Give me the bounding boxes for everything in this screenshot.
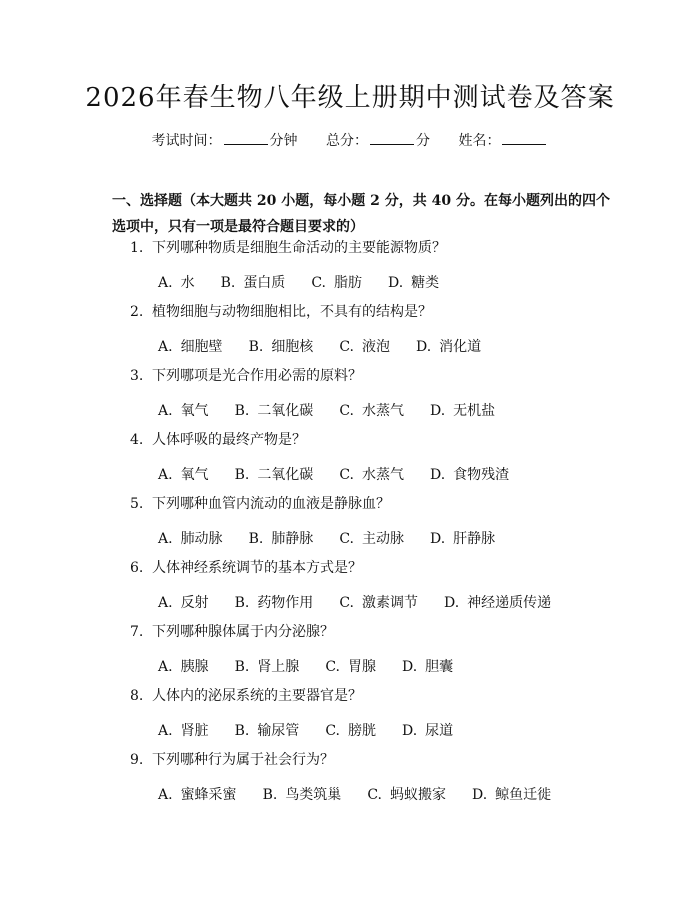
answer-option xyxy=(235,657,300,677)
question-item xyxy=(0,302,700,366)
question-number: 2. xyxy=(130,304,144,320)
question-text: 人体内的泌尿系统的主要器官是？ xyxy=(152,688,362,704)
question-number: 3. xyxy=(130,368,144,384)
option-letter: A. xyxy=(158,723,173,739)
option-text: 肺动脉 xyxy=(180,531,223,547)
question-text: 人体呼吸的最终产物是？ xyxy=(152,432,306,448)
option-letter: B. xyxy=(234,723,250,739)
question-text: 下列哪项是光合作用必需的原料？ xyxy=(152,368,362,384)
option-letter: B. xyxy=(234,595,250,611)
option-text: 尿道 xyxy=(425,723,454,739)
option-letter: D. xyxy=(401,659,418,675)
option-letter: A. xyxy=(158,467,173,483)
option-letter: C. xyxy=(339,403,354,419)
answer-option xyxy=(235,401,314,421)
option-letter: D. xyxy=(429,531,446,547)
total-score-field xyxy=(326,130,430,151)
option-letter: A. xyxy=(158,787,173,803)
answer-option xyxy=(430,529,495,549)
option-letter: A. xyxy=(158,595,173,611)
question-item xyxy=(0,366,700,430)
option-letter: A. xyxy=(158,339,173,355)
option-row xyxy=(158,273,465,293)
option-letter: A. xyxy=(158,403,173,419)
option-letter: B. xyxy=(220,275,236,291)
option-text: 氧气 xyxy=(180,403,209,419)
option-text: 水蒸气 xyxy=(361,403,404,419)
option-letter: D. xyxy=(415,339,432,355)
question-number: 6. xyxy=(130,560,144,576)
answer-option xyxy=(158,273,195,293)
question-number: 5. xyxy=(130,496,144,512)
option-text: 食物残渣 xyxy=(453,467,510,483)
question-stem xyxy=(130,558,362,578)
option-text: 脂肪 xyxy=(333,275,362,291)
answer-option xyxy=(158,337,223,357)
question-stem xyxy=(130,494,390,514)
option-text: 氧气 xyxy=(180,467,209,483)
answer-option xyxy=(235,721,300,741)
total-score-unit: 分 xyxy=(416,133,430,149)
answer-option xyxy=(339,465,404,485)
option-letter: A. xyxy=(158,659,173,675)
answer-option xyxy=(325,657,376,677)
question-list xyxy=(0,238,700,814)
answer-option xyxy=(235,593,314,613)
option-text: 蜜蜂采蜜 xyxy=(180,787,237,803)
question-stem xyxy=(130,366,362,386)
option-text: 细胞壁 xyxy=(180,339,223,355)
question-number: 9. xyxy=(130,752,144,768)
question-number: 4. xyxy=(130,432,144,448)
option-text: 糖类 xyxy=(411,275,440,291)
question-item xyxy=(0,238,700,302)
question-text: 下列哪种行为属于社会行为？ xyxy=(152,752,334,768)
option-text: 肾脏 xyxy=(180,723,209,739)
answer-option xyxy=(158,529,223,549)
option-letter: C. xyxy=(339,531,354,547)
total-score-blank xyxy=(370,130,414,145)
option-letter: D. xyxy=(443,595,460,611)
option-row xyxy=(158,721,479,741)
option-letter: C. xyxy=(325,659,340,675)
answer-option xyxy=(158,401,209,421)
name-field xyxy=(458,130,548,151)
question-item xyxy=(0,558,700,622)
option-text: 细胞核 xyxy=(271,339,314,355)
option-text: 肾上腺 xyxy=(257,659,300,675)
question-text: 下列哪种物质是细胞生命活动的主要能源物质？ xyxy=(152,240,446,256)
page-title: 2026年春生物八年级上册期中测试卷及答案 xyxy=(85,83,615,113)
option-letter: B. xyxy=(248,339,264,355)
answer-option xyxy=(325,721,376,741)
question-item xyxy=(0,622,700,686)
option-text: 膀胱 xyxy=(347,723,376,739)
answer-option xyxy=(158,657,209,677)
answer-option xyxy=(235,465,314,485)
answer-option xyxy=(158,785,237,805)
option-letter: C. xyxy=(367,787,382,803)
exam-time-label: 考试时间： xyxy=(151,133,222,149)
option-letter: D. xyxy=(429,467,446,483)
option-text: 蛋白质 xyxy=(243,275,286,291)
option-text: 药物作用 xyxy=(257,595,314,611)
section-heading: 一、选择题（本大题共 20 小题，每小题 2 分，共 40 分。在每小题列出的四个选项中，只有一项是最符合题目要求的） xyxy=(112,193,610,235)
answer-option xyxy=(430,401,495,421)
option-letter: D. xyxy=(471,787,488,803)
answer-option xyxy=(339,593,418,613)
option-letter: B. xyxy=(234,403,250,419)
option-text: 反射 xyxy=(180,595,209,611)
option-text: 肝静脉 xyxy=(453,531,496,547)
option-text: 液泡 xyxy=(361,339,390,355)
option-text: 二氧化碳 xyxy=(257,403,314,419)
option-text: 输尿管 xyxy=(257,723,300,739)
option-letter: D. xyxy=(387,275,404,291)
option-letter: C. xyxy=(339,467,354,483)
answer-option xyxy=(249,529,314,549)
option-text: 无机盐 xyxy=(453,403,496,419)
option-row xyxy=(158,337,507,357)
option-text: 肺静脉 xyxy=(271,531,314,547)
total-score-label: 总分： xyxy=(326,133,368,149)
option-letter: B. xyxy=(234,659,250,675)
option-text: 蚂蚁搬家 xyxy=(389,787,446,803)
question-stem xyxy=(130,750,334,770)
option-text: 激素调节 xyxy=(361,595,418,611)
option-letter: C. xyxy=(325,723,340,739)
question-stem xyxy=(130,238,446,258)
question-stem xyxy=(130,622,334,642)
answer-option xyxy=(158,593,209,613)
answer-option xyxy=(416,337,481,357)
answer-option xyxy=(249,337,314,357)
question-item xyxy=(0,686,700,750)
option-letter: C. xyxy=(311,275,326,291)
answer-option xyxy=(339,337,390,357)
question-number: 7. xyxy=(130,624,144,640)
question-item xyxy=(0,750,700,814)
option-letter: B. xyxy=(234,467,250,483)
question-number: 1. xyxy=(130,240,144,256)
option-text: 水 xyxy=(180,275,195,291)
answer-option xyxy=(263,785,342,805)
name-label: 姓名： xyxy=(458,133,501,149)
option-text: 胃腺 xyxy=(347,659,376,675)
option-letter: B. xyxy=(248,531,264,547)
option-text: 二氧化碳 xyxy=(257,467,314,483)
answer-option xyxy=(158,465,209,485)
question-text: 植物细胞与动物细胞相比，不具有的结构是？ xyxy=(152,304,432,320)
option-text: 鲸鱼迁徙 xyxy=(495,787,552,803)
option-row xyxy=(158,529,521,549)
option-letter: A. xyxy=(158,275,173,291)
option-row xyxy=(158,465,535,485)
option-letter: A. xyxy=(158,531,173,547)
option-letter: C. xyxy=(339,595,354,611)
answer-option xyxy=(472,785,551,805)
option-letter: C. xyxy=(339,339,354,355)
option-text: 神经递质传递 xyxy=(467,595,552,611)
option-letter: D. xyxy=(429,403,446,419)
answer-option xyxy=(402,721,453,741)
answer-option xyxy=(430,465,509,485)
question-text: 下列哪种血管内流动的血液是静脉血？ xyxy=(152,496,390,512)
question-text: 下列哪种腺体属于内分泌腺？ xyxy=(152,624,334,640)
answer-option xyxy=(388,273,439,293)
option-row xyxy=(158,401,521,421)
answer-option xyxy=(402,657,453,677)
answer-option xyxy=(158,721,209,741)
answer-option xyxy=(367,785,446,805)
exam-info-line xyxy=(0,130,700,151)
answer-option xyxy=(339,529,404,549)
question-stem xyxy=(130,686,362,706)
exam-time-field xyxy=(152,130,298,151)
answer-option xyxy=(444,593,551,613)
answer-option xyxy=(311,273,362,293)
question-item xyxy=(0,430,700,494)
option-text: 水蒸气 xyxy=(361,467,404,483)
option-row xyxy=(158,785,577,805)
exam-time-unit: 分钟 xyxy=(269,133,298,149)
option-text: 胰腺 xyxy=(180,659,209,675)
option-letter: D. xyxy=(401,723,418,739)
question-stem xyxy=(130,302,432,322)
name-blank xyxy=(502,130,546,145)
option-text: 鸟类筑巢 xyxy=(285,787,342,803)
option-row xyxy=(158,657,479,677)
answer-option xyxy=(221,273,286,293)
question-item xyxy=(0,494,700,558)
option-text: 胆囊 xyxy=(425,659,454,675)
option-row xyxy=(158,593,577,613)
question-text: 人体神经系统调节的基本方式是？ xyxy=(152,560,362,576)
option-text: 消化道 xyxy=(439,339,482,355)
exam-time-blank xyxy=(224,130,268,145)
question-stem xyxy=(130,430,306,450)
option-text: 主动脉 xyxy=(361,531,404,547)
option-letter: B. xyxy=(262,787,278,803)
answer-option xyxy=(339,401,404,421)
question-number: 8. xyxy=(130,688,144,704)
